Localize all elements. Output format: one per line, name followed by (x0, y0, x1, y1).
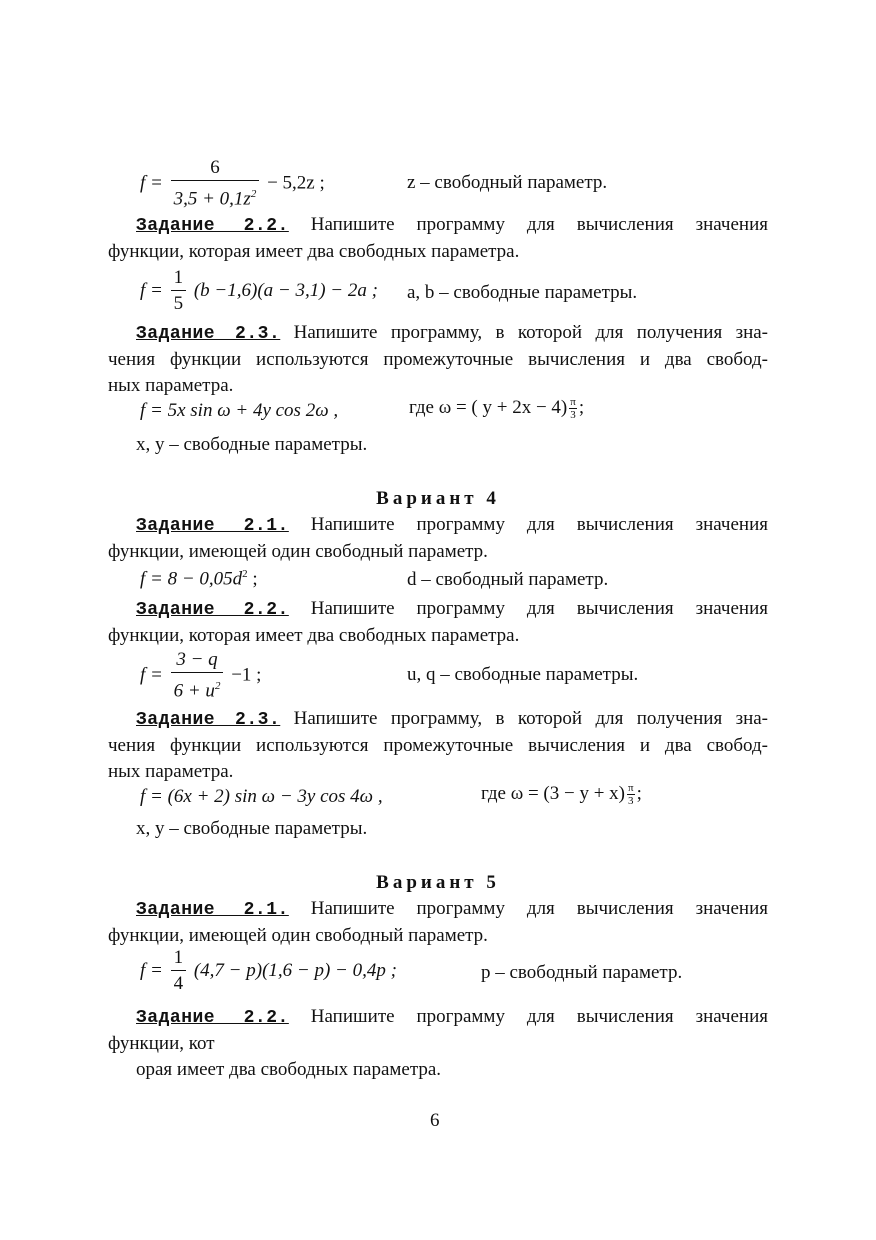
formula-f7: f = $\frac{1}{4}$ (4,7 − p)(1,6 − p) − 0,4p ; (140, 947, 397, 994)
formula-f4-param: d – свободный параметр. (407, 569, 609, 590)
variant-heading-4: Вариант 4 (376, 488, 500, 509)
formula-f2-param: a, b – свободные параметры. (407, 282, 638, 303)
formula-f1: f = $\frac{6}{3,5 + 0,1z^2}$ − 5,2z ; (140, 156, 325, 212)
task-v5-2-1: Задание 2.1. Напишите программу для вычисления значения функции, имеющей один свободный параметр. (108, 898, 768, 946)
formula-f3: f = 5x sin ω + 4y cos 2ω , (140, 400, 339, 421)
formula-f3-where: где ω = ( y + 2x − 4) $\frac{\pi}{3}$ ; (409, 396, 585, 421)
formula-f6: f = (6x + 2) sin ω − 3y cos 4ω , (140, 786, 383, 807)
fraction: $\frac{6}{3,5 + 0,1z^2}$ (171, 156, 260, 212)
page-number: 6 (430, 1110, 440, 1131)
formula-f2: f = $\frac{1}{5}$ (b −1,6)(a − 3,1) − 2a ; (140, 267, 378, 314)
formula-f4: $f = 8 - 0,05d^2$ ; (140, 568, 258, 590)
formula-f6-param: x, y – свободные параметры. (136, 818, 368, 839)
task-v5-2-2: Задание 2.2. Напишите программу для вычисления значения функции, кот орая имеет два свободных параметра. (108, 1006, 768, 1080)
formula-f5: f = $\frac{3 - q}{6 + u^2}$ −1 ; (140, 649, 262, 702)
formula-f1-param: z – свободный параметр. (407, 172, 608, 193)
task-v4-2-3: Задание 2.3. Напишите программу, в которой для получения зна- чения функции используются промежуточные вычисления и два свобод- ных параметра. (108, 708, 769, 782)
formula-f3-param: x, y – свободные параметры. (136, 434, 368, 455)
task-v3-2-3: Задание 2.3. Напишите программу, в которой для получения зна- чения функции используются промежуточные вычисления и два свобод- ных параметра. (108, 322, 769, 396)
formula-f6-where: где ω = (3 − y + x) $\frac{\pi}{3}$ ; (481, 782, 642, 807)
task-v4-2-2: Задание 2.2. Напишите программу для вычисления значения функции, которая имеет два свободных параметра. (108, 598, 768, 646)
formula-f5-param: u, q – свободные параметры. (407, 664, 639, 685)
variant-heading-5: Вариант 5 (376, 872, 500, 893)
task-v4-2-1: Задание 2.1. Напишите программу для вычисления значения функции, имеющей один свободный параметр. (108, 514, 768, 562)
formula-f7-param: p – свободный параметр. (481, 962, 683, 983)
task-v3-2-2: Задание 2.2. Напишите программу для вычисления значения функции, которая имеет два свободных параметра. (108, 214, 768, 262)
